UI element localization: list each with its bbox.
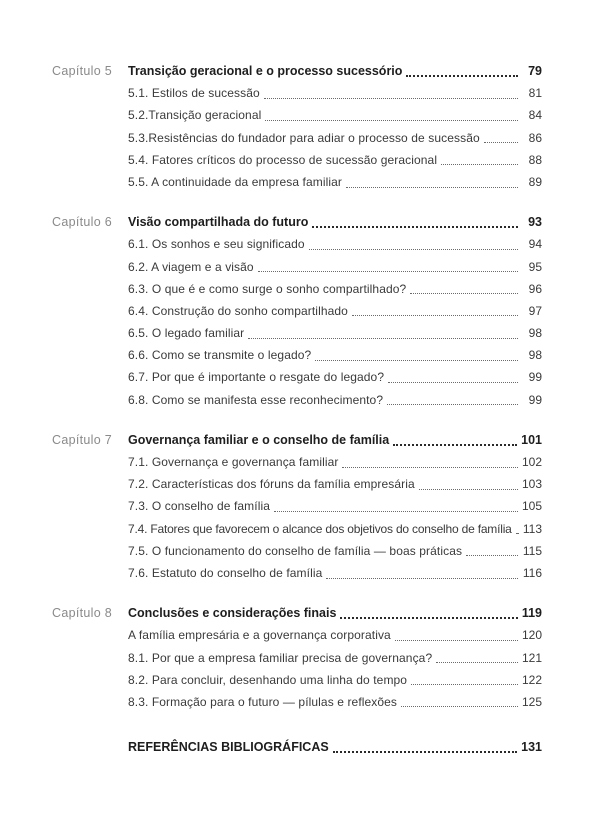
- section-title: 8.3. Formação para o futuro — pílulas e reflexões: [128, 694, 398, 709]
- section-entry[interactable]: [52, 322, 542, 344]
- chapter-label: Capítulo 8: [52, 606, 112, 621]
- dot-leader: [258, 271, 518, 272]
- section-title: 6.2. A viagem e a visão: [128, 259, 254, 274]
- section-entry[interactable]: [52, 149, 542, 171]
- dot-leader: [419, 489, 518, 490]
- dot-leader: [264, 98, 518, 99]
- section-page-number: 122: [521, 672, 542, 687]
- dot-leader: [248, 338, 518, 339]
- section-page-number: 121: [521, 650, 542, 665]
- dot-leader: [441, 164, 518, 165]
- section-page-number: 125: [521, 694, 542, 709]
- dot-leader: [484, 142, 518, 143]
- dot-leader: [352, 315, 518, 316]
- section-page-number: 89: [528, 174, 542, 189]
- dot-leader: [340, 617, 517, 619]
- section-title: 8.1. Por que a empresa familiar precisa de governança?: [128, 650, 433, 665]
- section-title: 5.4. Fatores críticos do processo de sucessão geracional: [128, 152, 438, 167]
- dot-leader: [411, 684, 518, 685]
- section-entry[interactable]: [52, 451, 542, 473]
- section-entry[interactable]: [52, 540, 542, 562]
- section-title: 7.5. O funcionamento do conselho de família — boas práticas: [128, 543, 463, 558]
- section-title: 7.1. Governança e governança familiar: [128, 455, 339, 469]
- section-entry[interactable]: [52, 647, 542, 669]
- chapter-page-number: 101: [521, 432, 542, 447]
- section-page-number: 115: [522, 543, 542, 558]
- dot-leader: [395, 640, 518, 641]
- chapter-title: Visão compartilhada do futuro: [128, 215, 309, 230]
- section-page-number: 102: [521, 455, 542, 469]
- chapter-6: [52, 211, 542, 411]
- chapter-label: Capítulo 7: [52, 432, 112, 447]
- dot-leader: [466, 555, 518, 556]
- section-entry[interactable]: [52, 389, 542, 411]
- bibliography-row: [128, 736, 542, 758]
- table-of-contents: [52, 60, 542, 731]
- dot-leader: [436, 662, 518, 663]
- section-page-number: 113: [522, 521, 542, 536]
- dot-leader: [516, 533, 518, 534]
- section-title: 6.4. Construção do sonho compartilhado: [128, 303, 348, 318]
- section-page-number: 103: [521, 477, 542, 492]
- bibliography-title: REFERÊNCIAS BIBLIOGRÁFICAS: [128, 740, 329, 754]
- dot-leader: [342, 467, 517, 468]
- chapter-5: [52, 60, 542, 193]
- section-title: 6.1. Os sonhos e seu significado: [128, 237, 305, 252]
- section-entry[interactable]: [52, 366, 542, 388]
- section-page-number: 99: [528, 370, 542, 385]
- section-entry[interactable]: [52, 171, 542, 193]
- section-title: 7.4. Fatores que favorecem o alcance dos objetivos do conselho de família: [128, 521, 512, 536]
- section-title: 6.5. O legado familiar: [128, 326, 245, 341]
- dot-leader: [393, 444, 517, 446]
- section-title: 7.2. Características dos fóruns da família empresária: [128, 477, 415, 492]
- dot-leader: [309, 249, 518, 250]
- section-entry[interactable]: [52, 473, 542, 495]
- chapter-7: [52, 429, 542, 584]
- section-entry[interactable]: [52, 104, 542, 126]
- chapter-label: Capítulo 5: [52, 64, 112, 78]
- section-title: 5.3.Resistências do fundador para adiar o processo de sucessão: [128, 130, 480, 145]
- chapter-title: Governança familiar e o conselho de família: [128, 432, 390, 447]
- chapter-heading[interactable]: [52, 60, 542, 82]
- chapter-8: [52, 602, 542, 713]
- section-title: 5.1. Estilos de sucessão: [128, 86, 260, 101]
- section-page-number: 94: [528, 237, 542, 252]
- chapter-heading[interactable]: [52, 211, 542, 233]
- dot-leader: [401, 706, 518, 707]
- chapter-page-number: 93: [528, 215, 542, 230]
- section-title: 8.2. Para concluir, desenhando uma linha do tempo: [128, 672, 408, 687]
- section-page-number: 97: [528, 303, 542, 318]
- dot-leader: [388, 382, 518, 383]
- section-title: A família empresária e a governança corporativa: [128, 628, 391, 643]
- section-page-number: 95: [528, 259, 542, 274]
- section-page-number: 105: [521, 499, 542, 514]
- section-title: 6.3. O que é e como surge o sonho compartilhado?: [128, 281, 407, 296]
- bibliography-page-number: 131: [521, 740, 542, 754]
- section-entry[interactable]: [52, 669, 542, 691]
- section-title: 7.6. Estatuto do conselho de família: [128, 565, 323, 580]
- chapter-heading[interactable]: [52, 429, 542, 451]
- section-title: 5.2.Transição geracional: [128, 108, 262, 123]
- section-entry[interactable]: [52, 82, 542, 104]
- bibliography-entry[interactable]: [128, 736, 542, 758]
- section-entry[interactable]: [52, 278, 542, 300]
- section-page-number: 86: [528, 130, 542, 145]
- chapter-title: Conclusões e considerações finais: [128, 606, 337, 621]
- chapter-page-number: 119: [521, 606, 542, 621]
- dot-leader: [333, 751, 517, 753]
- dot-leader: [274, 511, 518, 512]
- section-title: 5.5. A continuidade da empresa familiar: [128, 174, 343, 189]
- section-title: 7.3. O conselho de família: [128, 499, 271, 514]
- dot-leader: [315, 360, 518, 361]
- section-entry[interactable]: [52, 256, 542, 278]
- section-page-number: 88: [528, 152, 542, 167]
- section-page-number: 81: [528, 86, 542, 101]
- section-entry[interactable]: [52, 233, 542, 255]
- section-title: 6.6. Como se transmite o legado?: [128, 348, 312, 363]
- section-title: 6.7. Por que é importante o resgate do legado?: [128, 370, 385, 385]
- dot-leader: [410, 293, 518, 294]
- section-entry[interactable]: [52, 691, 542, 713]
- chapter-heading[interactable]: [52, 602, 542, 624]
- dot-leader: [326, 578, 518, 579]
- dot-leader: [265, 120, 518, 121]
- section-page-number: 116: [522, 565, 542, 580]
- chapter-label: Capítulo 6: [52, 215, 112, 230]
- section-page-number: 98: [528, 348, 542, 363]
- section-entry[interactable]: [52, 127, 542, 149]
- dot-leader: [406, 75, 518, 77]
- section-entry[interactable]: [52, 344, 542, 366]
- dot-leader: [312, 226, 518, 228]
- section-page-number: 98: [528, 326, 542, 341]
- section-entry[interactable]: [52, 495, 542, 517]
- section-entry[interactable]: [52, 518, 542, 540]
- section-page-number: 96: [528, 281, 542, 296]
- dot-leader: [387, 404, 518, 405]
- section-page-number: 120: [521, 628, 542, 643]
- chapter-page-number: 79: [528, 64, 542, 78]
- section-entry[interactable]: [52, 562, 542, 584]
- dot-leader: [346, 187, 518, 188]
- section-page-number: 99: [528, 392, 542, 407]
- chapter-title: Transição geracional e o processo sucessório: [128, 64, 403, 78]
- section-entry[interactable]: [52, 300, 542, 322]
- section-title: 6.8. Como se manifesta esse reconhecimento?: [128, 392, 384, 407]
- section-entry[interactable]: [52, 624, 542, 646]
- section-page-number: 84: [528, 108, 542, 123]
